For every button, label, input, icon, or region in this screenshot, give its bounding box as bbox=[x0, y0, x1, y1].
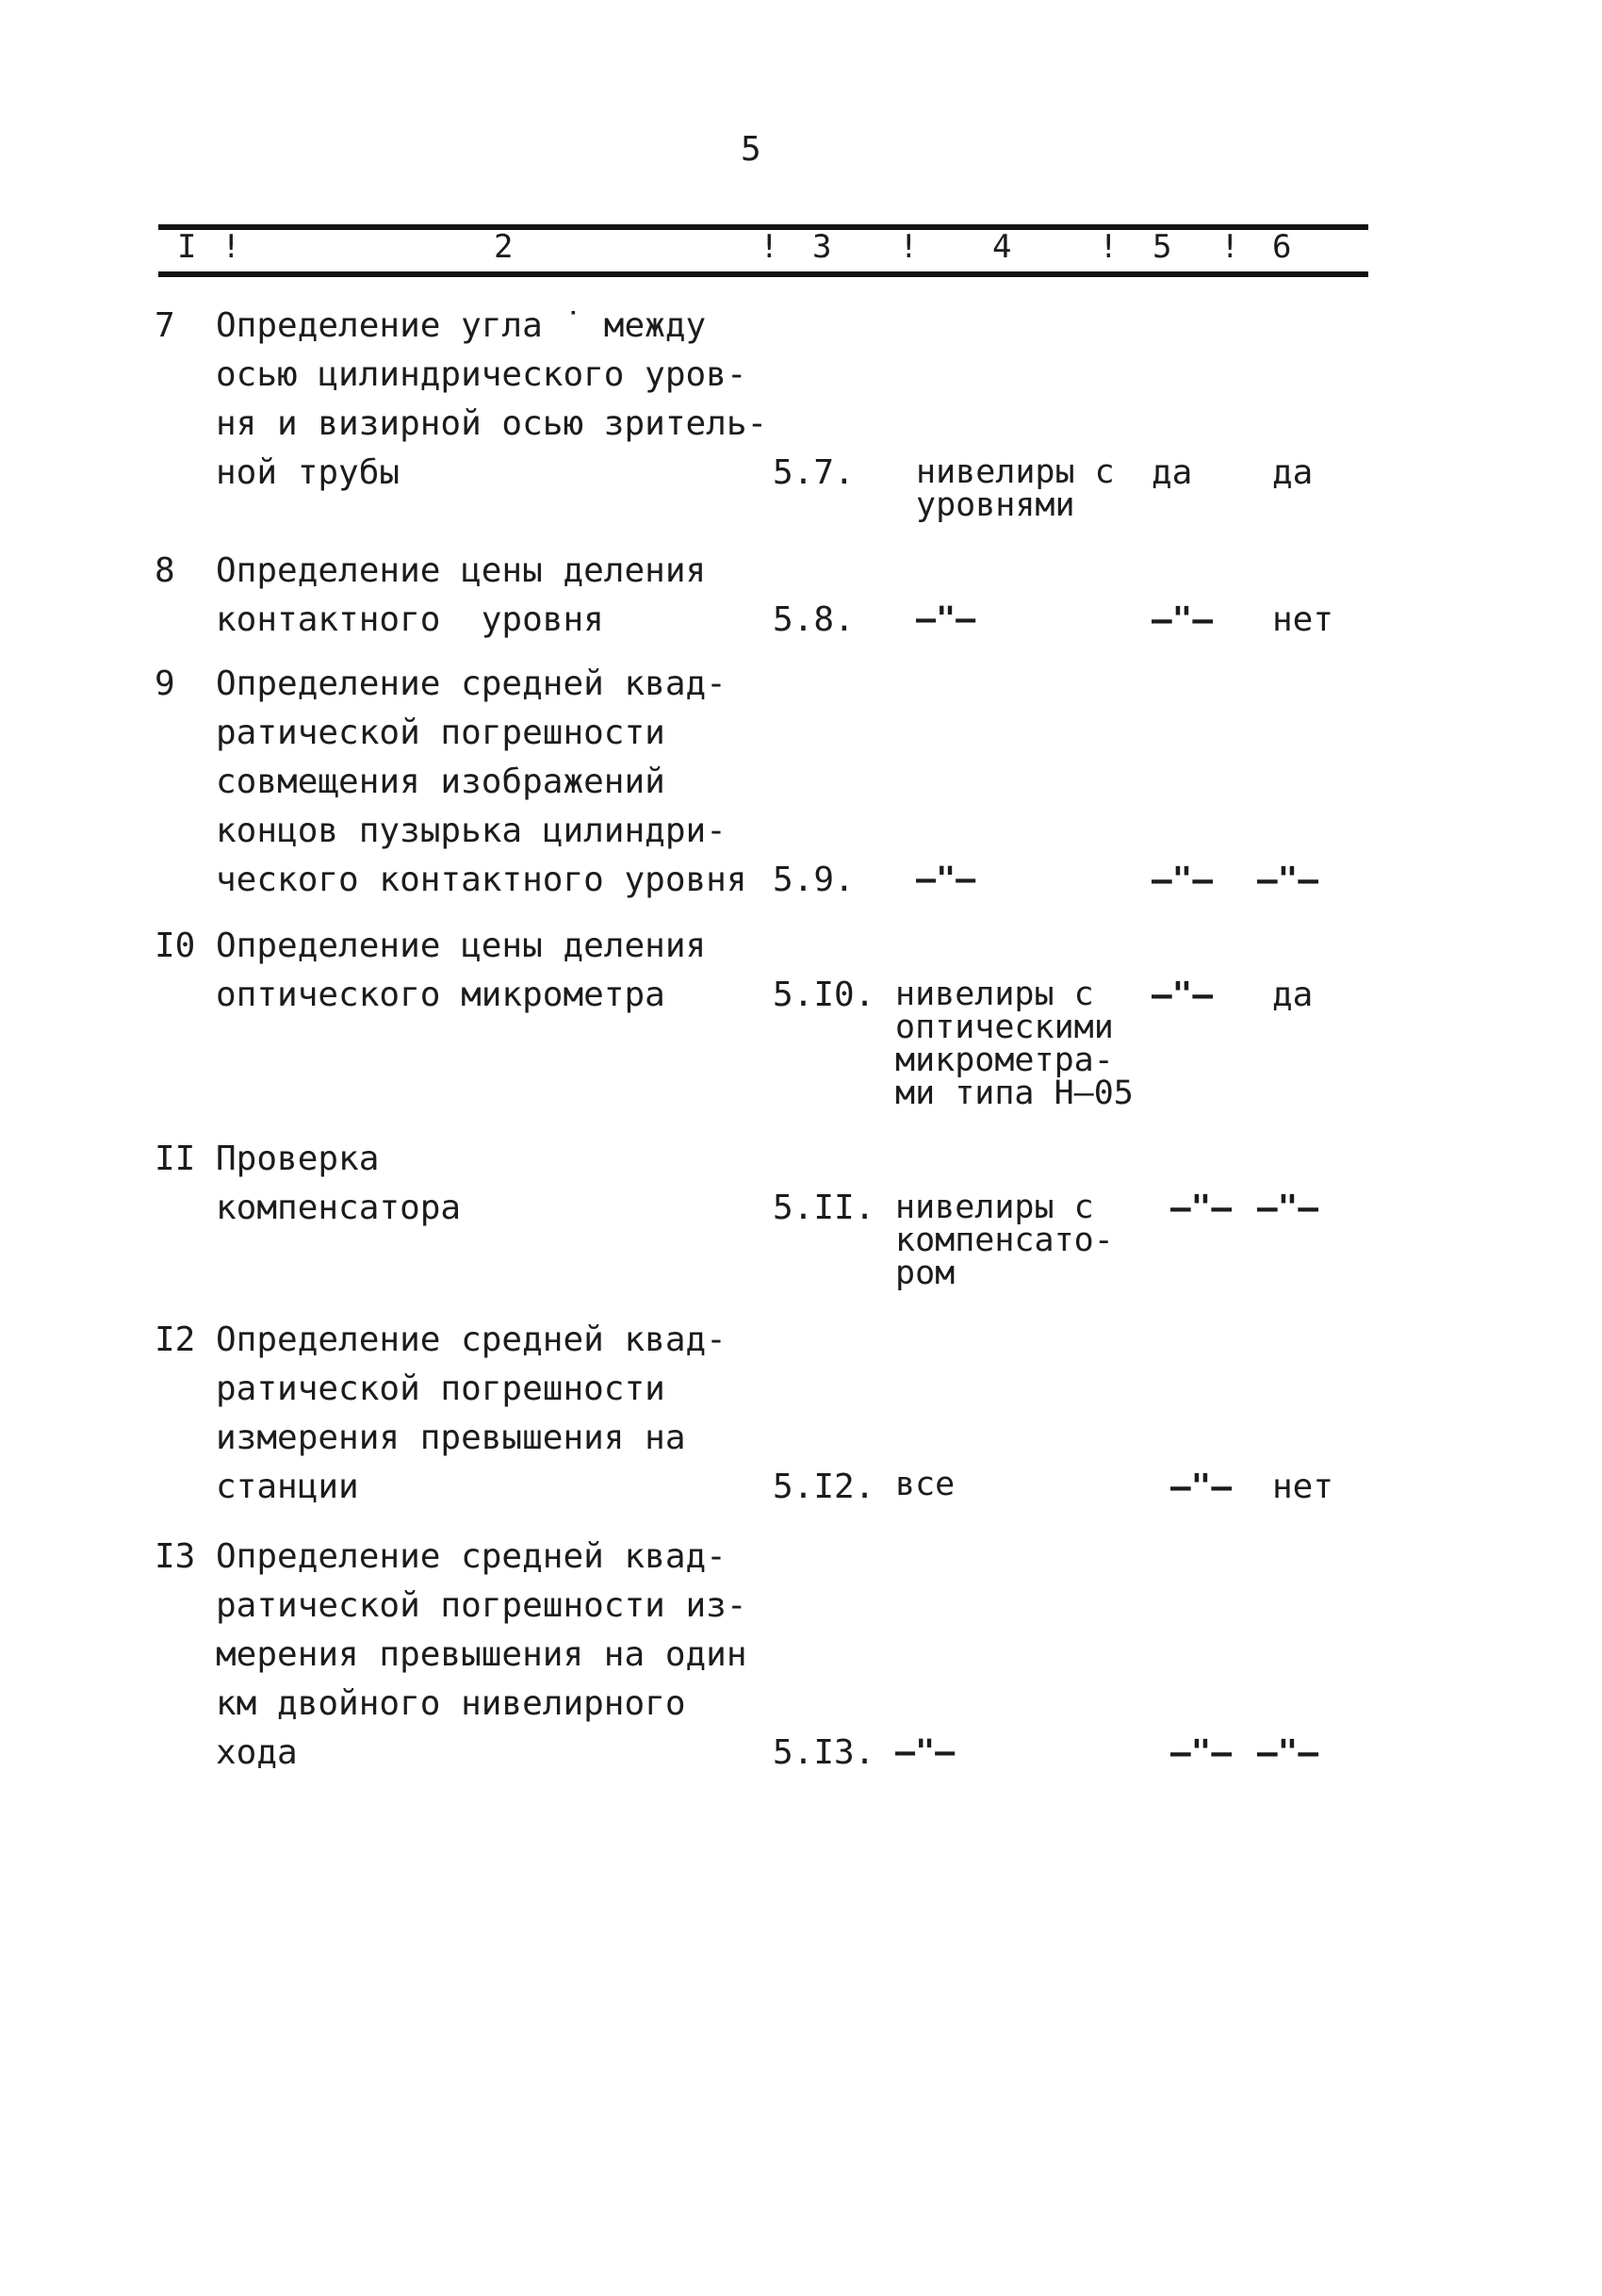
header-separator: ! bbox=[1099, 228, 1119, 266]
row-applies-to: нивелиры с уровнями bbox=[916, 453, 1115, 524]
row-col-6: да bbox=[1272, 453, 1314, 492]
row-col-5: –"– bbox=[1152, 861, 1214, 899]
header-separator: ! bbox=[760, 228, 779, 266]
header-separator: ! bbox=[1220, 228, 1240, 266]
row-col-6: –"– bbox=[1257, 861, 1319, 899]
header-col-4: 4 bbox=[992, 228, 1012, 266]
row-clause: 5.8. bbox=[773, 600, 855, 639]
row-applies-to: нивелиры с компенсато- ром bbox=[895, 1189, 1114, 1292]
row-clause: 5.II. bbox=[773, 1189, 875, 1227]
row-number: 8 bbox=[155, 551, 175, 590]
header-col-3: 3 bbox=[812, 228, 832, 266]
row-description: Определение средней квад- ратической погрешности совмещения изображений концов пузырька цилиндри- ческого контактного уровня bbox=[216, 664, 747, 899]
header-col-1: I bbox=[177, 228, 197, 266]
row-applies-to: нивелиры с оптическими микрометра- ми типа Н–05 bbox=[895, 976, 1134, 1112]
row-col-6: да bbox=[1272, 976, 1314, 1014]
row-applies-to: –"– bbox=[916, 861, 976, 898]
header-col-6: 6 bbox=[1272, 228, 1292, 266]
row-number: I3 bbox=[155, 1537, 196, 1576]
row-applies-to: –"– bbox=[916, 600, 976, 638]
header-rule-bottom bbox=[158, 271, 1368, 277]
row-applies-to: все bbox=[895, 1466, 956, 1503]
row-col-5: –"– bbox=[1152, 976, 1214, 1014]
header-col-2: 2 bbox=[494, 228, 514, 266]
row-description: Определение средней квад- ратической погрешности из- мерения превышения на один км двойного нивелирного хода bbox=[216, 1537, 747, 1772]
row-number: 7 bbox=[155, 306, 175, 345]
row-col-6: нет bbox=[1272, 1468, 1334, 1506]
row-number: II bbox=[155, 1140, 196, 1178]
row-col-6: –"– bbox=[1257, 1189, 1319, 1227]
row-col-6: нет bbox=[1272, 600, 1334, 639]
row-description: Определение цены деления контактного уровня bbox=[216, 551, 707, 639]
row-number: I0 bbox=[155, 927, 196, 965]
header-col-5: 5 bbox=[1152, 228, 1172, 266]
row-description: Проверка компенсатора bbox=[216, 1140, 462, 1227]
row-number: 9 bbox=[155, 664, 175, 703]
row-description: Определение угла ̇ между осью цилиндрического уров- ня и визирной осью зритель- ной трубы bbox=[216, 306, 768, 492]
row-col-5: –"– bbox=[1170, 1733, 1233, 1772]
row-clause: 5.I2. bbox=[773, 1468, 875, 1506]
row-clause: 5.9. bbox=[773, 861, 855, 899]
row-description: Определение средней квад- ратической погрешности измерения превышения на станции bbox=[216, 1320, 727, 1506]
header-separator: ! bbox=[221, 228, 241, 266]
row-applies-to: –"– bbox=[895, 1733, 956, 1771]
row-col-5: –"– bbox=[1152, 600, 1214, 639]
row-number: I2 bbox=[155, 1320, 196, 1359]
row-clause: 5.I3. bbox=[773, 1733, 875, 1772]
row-clause: 5.7. bbox=[773, 453, 855, 492]
row-col-6: –"– bbox=[1257, 1733, 1319, 1772]
row-clause: 5.I0. bbox=[773, 976, 875, 1014]
row-col-5: –"– bbox=[1170, 1468, 1233, 1506]
header-separator: ! bbox=[899, 228, 919, 266]
row-col-5: да bbox=[1152, 453, 1193, 492]
row-col-5: –"– bbox=[1170, 1189, 1233, 1227]
row-description: Определение цены деления оптического микрометра bbox=[216, 927, 707, 1014]
page-number: 5 bbox=[741, 130, 761, 169]
